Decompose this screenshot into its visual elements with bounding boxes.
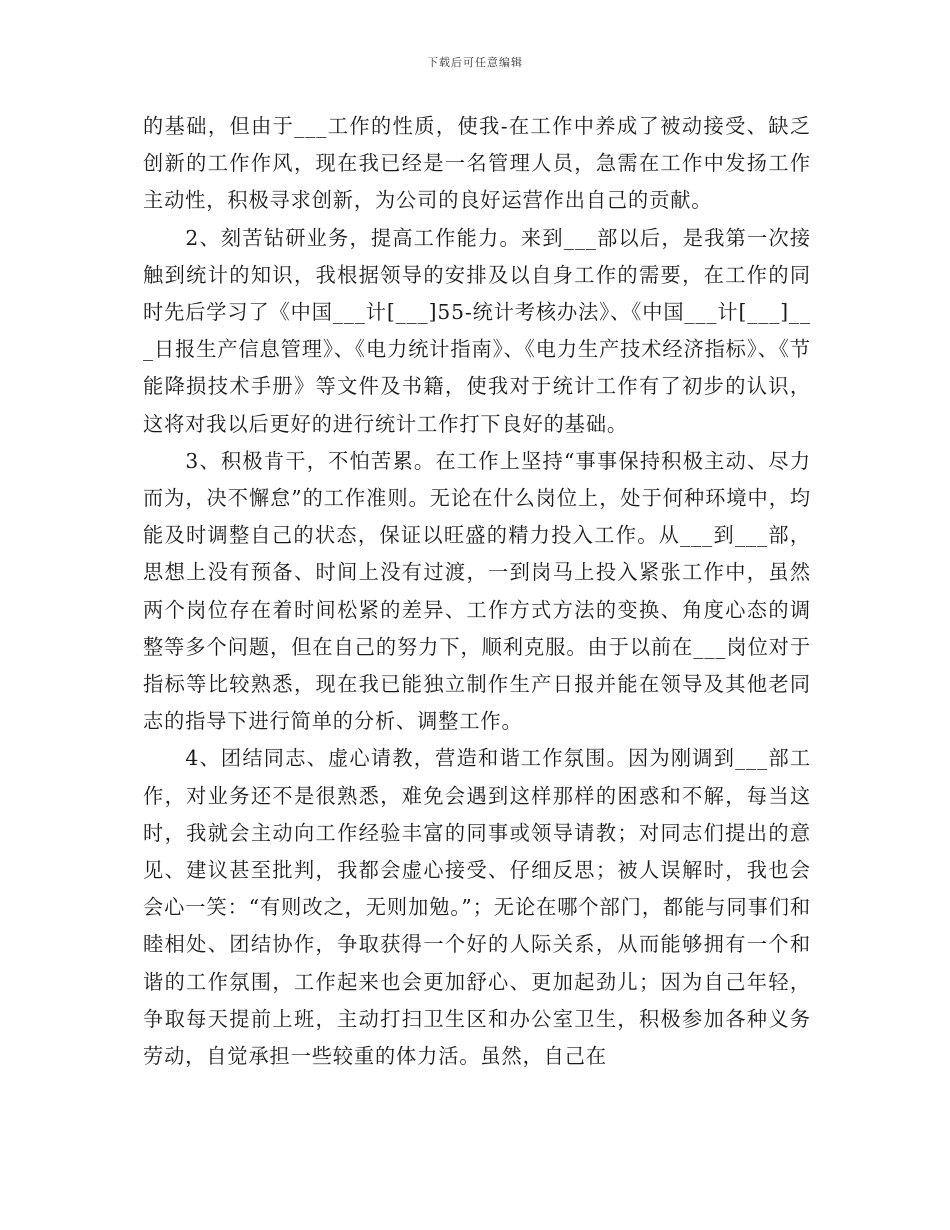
document-body bbox=[143, 108, 811, 1075]
paragraph-item-3: 3、积极肯干，不怕苦累。在工作上坚持“事事保持积极主动、尽力而为，决不懈怠”的工作准则。无论在什么岗位上，处于何种环境中，均能及时调整自己的状态，保证以旺盛的精力投入工作。从___到___部，思想上没有预备、时间上没有过渡，一到岗马上投入紧张工作中，虽然两个岗位存在着时间松紧的差异、工作方式方法的变换、角度心态的调整等多个问题，但在自己的努力下，顺利克服。由于以前在___岗位对于指标等比较熟悉，现在我已能独立制作生产日报并能在领导及其他老同志的指导下进行简单的分析、调整工作。 bbox=[143, 448, 811, 734]
paragraph-continuation: 的基础，但由于___工作的性质，使我-在工作中养成了被动接受、缺乏创新的工作作风，现在我已经是一名管理人员，急需在工作中发扬工作主动性，积极寻求创新，为公司的良好运营作出自己的贡献。 bbox=[143, 114, 811, 213]
paragraph-item-2: 2、刻苦钻研业务，提高工作能力。来到___部以后，是我第一次接触到统计的知识，我根据领导的安排及以自身工作的需要，在工作的同时先后学习了《中国___计[___]55-统计考核办法》、《中国___计[___]___日报生产信息管理》、《电力统计指南》、《电力生产技术经济指标》、《节能降损技术手册》等文件及书籍，使我对于统计工作有了初步的认识，这将对我以后更好的进行统计工作打下良好的基础。 bbox=[143, 225, 811, 436]
paragraph-item-4: 4、团结同志、虚心请教，营造和谐工作氛围。因为刚调到___部工作，对业务还不是很熟悉，难免会遇到这样那样的困惑和不解，每当这时，我就会主动向工作经验丰富的同事或领导请教；对同志们提出的意见、建议甚至批判，我都会虚心接受、仔细反思；被人误解时，我也会会心一笑：“有则改之，无则加勉。”；无论在哪个部门，都能与同事们和睦相处、团结协作，争取获得一个好的人际关系，从而能够拥有一个和谐的工作氛围，工作起来也会更加舒心、更加起劲儿；因为自己年轻，争取每天提前上班，主动打扫卫生区和办公室卫生，积极参加各种义务劳动，自觉承担一些较重的体力活。虽然，自己在 bbox=[143, 746, 811, 1069]
page-header: 下载后可任意编辑 bbox=[427, 56, 523, 69]
